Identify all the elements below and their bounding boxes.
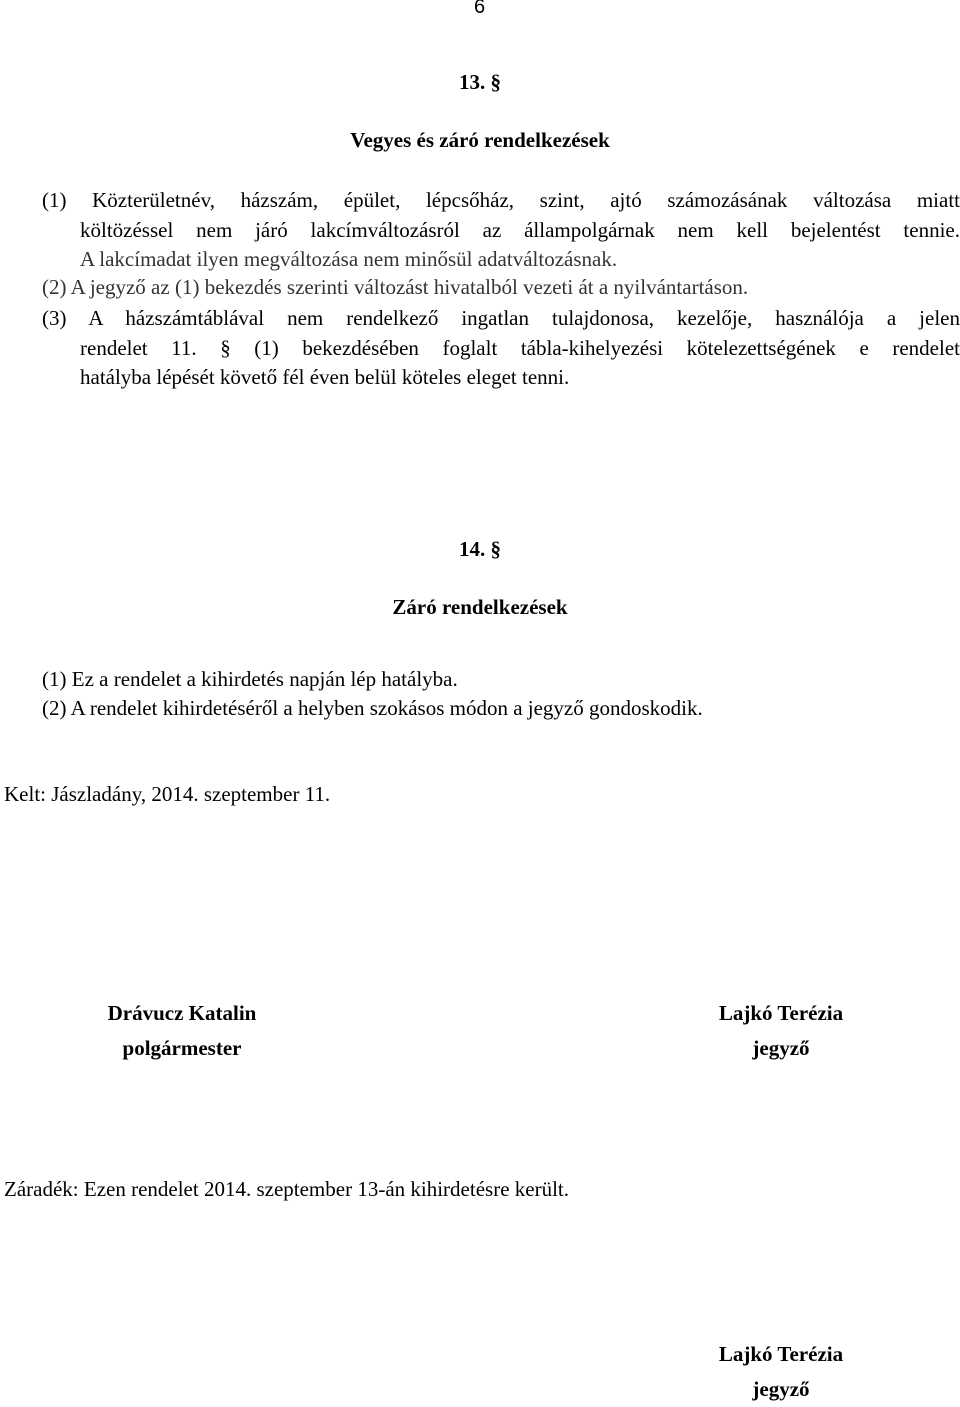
section-13-paragraph-3: [42, 304, 960, 393]
section-13-paragraph-1: [42, 186, 960, 275]
section-13-paragraph-2: (2) A jegyző az (1) bekezdés szerinti változást hivatalból vezeti át a nyilvántartáson.: [42, 275, 749, 299]
final-signature-name: Lajkó Terézia: [718, 1342, 844, 1366]
section-13-number: 13. §: [459, 70, 501, 94]
mayor-name: Drávucz Katalin: [107, 1001, 257, 1025]
text-line: rendelet 11. § (1) bekezdésében foglalt tábla-kihelyezési kötelezettségének e rendelet: [80, 335, 960, 360]
clause-line: Záradék: Ezen rendelet 2014. szeptember 13-án kihirdetésre került.: [4, 1177, 570, 1201]
mayor-title: polgármester: [122, 1036, 242, 1060]
final-signature: [661, 1337, 901, 1407]
mayor-signature: [62, 996, 302, 1066]
text-line: (3) A házszámtáblával nem rendelkező ingatlan tulajdonosa, kezelője, használója a jelen: [42, 306, 960, 330]
text-line: költözéssel nem járó lakcímváltozásról az állampolgárnak nem kell bejelentést tennie.: [80, 217, 960, 242]
text-line: (1) Közterületnév, házszám, épület, lépcsőház, szint, ajtó számozásának változása miatt: [42, 188, 960, 212]
section-13-title: Vegyes és záró rendelkezések: [350, 128, 610, 152]
section-14-title: Záró rendelkezések: [392, 595, 568, 619]
section-14-paragraph-2: (2) A rendelet kihirdetéséről a helyben szokásos módon a jegyző gondoskodik.: [42, 696, 703, 720]
section-14-paragraph-1: (1) Ez a rendelet a kihirdetés napján lép hatályba.: [42, 667, 458, 691]
final-signature-title: jegyző: [752, 1377, 810, 1401]
text-line: A lakcímadat ilyen megváltozása nem minősül adatváltozásnak.: [80, 247, 618, 271]
notary-signature: [661, 996, 901, 1066]
notary-title: jegyző: [752, 1036, 810, 1060]
notary-name: Lajkó Terézia: [718, 1001, 844, 1025]
dated-line: Kelt: Jászladány, 2014. szeptember 11.: [4, 782, 331, 806]
section-14-number: 14. §: [459, 537, 501, 561]
text-line: hatályba lépését követő fél éven belül köteles eleget tenni.: [80, 365, 570, 389]
page-number: 6: [474, 0, 486, 18]
